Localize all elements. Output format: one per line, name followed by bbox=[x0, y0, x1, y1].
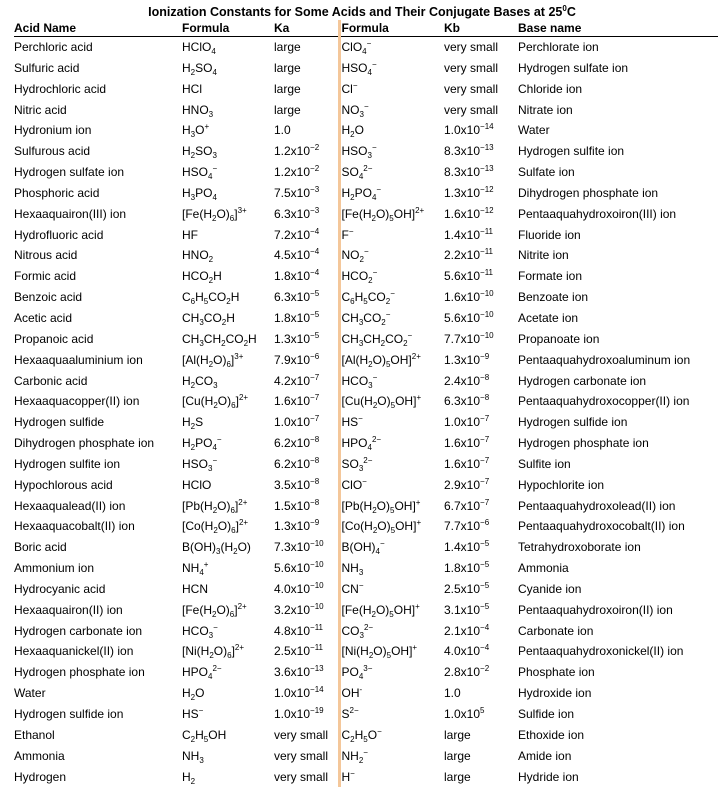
ka-cell: $4.2x10^{-7}$ bbox=[274, 372, 320, 388]
acid-formula-cell: $NH_4^+$ bbox=[182, 560, 209, 578]
table-row bbox=[14, 79, 718, 100]
ka-cell: very small bbox=[274, 748, 329, 763]
base-name-cell: Sulfide ion bbox=[518, 707, 575, 721]
acid-name-cell: Ethanol bbox=[14, 727, 55, 742]
table-row bbox=[14, 558, 718, 579]
base-formula-cell: $S^{2-}$ bbox=[339, 704, 444, 725]
acid-formula-cell: $[Pb(H_2O)_6]^{2+}$ bbox=[182, 497, 248, 515]
kb-cell: $1.6x10^{-10}$ bbox=[444, 289, 494, 305]
acid-formula-cell: $B(OH)_3(H_2O)$ bbox=[182, 540, 251, 557]
kb-cell: $1.6x10^{-12}$ bbox=[444, 205, 494, 221]
acid-formula-cell: $H_2S$ bbox=[182, 415, 204, 432]
base-name-cell: Hydrogen sulfide ion bbox=[518, 415, 628, 430]
base-formula-cell: $HCO_3^-$ bbox=[339, 371, 444, 392]
base-formula-cell: $[Cu(H_2O)_5OH]^+$ bbox=[339, 391, 444, 412]
base-formula-cell: $CH_3CH_2CO_2^-$ bbox=[339, 329, 444, 350]
base-name-cell: Ethoxide ion bbox=[518, 727, 585, 742]
acid-formula-cell: $HSO_4^-$ bbox=[182, 164, 218, 182]
acid-formula-cell: $H_2SO_4$ bbox=[182, 60, 217, 77]
acid-name-cell: Hydrogen sulfide ion bbox=[14, 707, 124, 721]
acid-name-cell: Formic acid bbox=[14, 269, 77, 284]
base-name-cell: Nitrite ion bbox=[518, 248, 569, 263]
base-name-cell: Cyanide ion bbox=[518, 581, 582, 596]
acid-name-cell: Hexaaquairon(II) ion bbox=[14, 602, 123, 617]
ka-cell: $4.0x10^{-10}$ bbox=[274, 580, 324, 596]
ka-cell: $6.2x10^{-8}$ bbox=[274, 455, 320, 471]
ka-cell: $7.9x10^{-6}$ bbox=[274, 351, 320, 367]
acid-name-cell: Hydrogen sulfide bbox=[14, 415, 105, 430]
acid-name-cell: Hydrochloric acid bbox=[14, 81, 107, 96]
acid-formula-cell: $H_2PO_4^-$ bbox=[182, 435, 222, 453]
ka-cell: very small bbox=[274, 727, 329, 742]
base-formula-cell: $HSO_3^-$ bbox=[339, 141, 444, 162]
base-name-cell: Perchlorate ion bbox=[518, 40, 599, 54]
base-name-cell: Benzoate ion bbox=[518, 290, 589, 305]
kb-cell: $5.6x10^{-10}$ bbox=[444, 309, 494, 325]
kb-cell: $1.4x10^{-11}$ bbox=[444, 226, 494, 242]
base-name-cell: Hydrogen phosphate ion bbox=[518, 436, 649, 451]
kb-cell: very small bbox=[444, 102, 499, 117]
acid-formula-cell: $C_6H_5CO_2H$ bbox=[182, 290, 240, 307]
base-formula-cell: HS− bbox=[339, 412, 444, 433]
ka-cell: 1.0 bbox=[274, 123, 291, 138]
acid-formula-cell: $[Fe(H_2O)_6]^{2+}$ bbox=[182, 601, 247, 619]
acid-formula-cell: $C_2H_5OH$ bbox=[182, 727, 227, 744]
acid-name-cell: Propanoic acid bbox=[14, 331, 94, 346]
acid-name-cell: Hypochlorous acid bbox=[14, 477, 113, 492]
ka-cell: very small bbox=[274, 769, 329, 784]
base-formula-cell: $[Al(H_2O)_5OH]^{2+}$ bbox=[339, 350, 444, 371]
ka-cell: $1.2x10^{-2}$ bbox=[274, 143, 320, 159]
base-formula-cell: ClO− bbox=[339, 475, 444, 496]
acid-name-cell: Hydrogen bbox=[14, 769, 67, 784]
acid-name-cell: Hydrocyanic acid bbox=[14, 581, 106, 596]
acid-formula-cell: $H_2CO_3$ bbox=[182, 373, 218, 390]
kb-cell: $6.7x10^{-7}$ bbox=[444, 497, 490, 513]
base-formula-cell: $HCO_2^-$ bbox=[339, 266, 444, 287]
kb-cell: $2.9x10^{-7}$ bbox=[444, 476, 490, 492]
base-formula-cell: H− bbox=[339, 767, 444, 787]
table-row bbox=[14, 225, 718, 246]
kb-cell: $2.8x10^{-2}$ bbox=[444, 664, 490, 680]
acid-formula-cell: $NH_3$ bbox=[182, 748, 204, 765]
acid-formula-cell: HClO bbox=[182, 477, 212, 492]
acid-name-cell: Boric acid bbox=[14, 540, 67, 555]
kb-cell: $1.6x10^{-7}$ bbox=[444, 455, 490, 471]
table-row bbox=[14, 579, 718, 600]
table-row bbox=[14, 287, 718, 308]
kb-cell: $2.2x10^{-11}$ bbox=[444, 247, 494, 263]
kb-cell: $1.0x10^{-14}$ bbox=[444, 122, 494, 138]
base-name-cell: Hydrogen carbonate ion bbox=[518, 373, 647, 388]
table-body bbox=[14, 37, 718, 787]
kb-cell: very small bbox=[444, 60, 499, 75]
kb-cell: $1.4x10^{-5}$ bbox=[444, 539, 490, 555]
base-formula-cell: $[Ni(H_2O)_5OH]^+$ bbox=[339, 641, 444, 662]
table-row bbox=[14, 683, 718, 704]
acid-formula-cell: $HCO_2H$ bbox=[182, 269, 222, 286]
table-row bbox=[14, 662, 718, 683]
acid-name-cell: Ammonia bbox=[14, 748, 65, 763]
table-row bbox=[14, 308, 718, 329]
base-name-cell: Pentaaquahydroxocopper(II) ion bbox=[518, 394, 690, 409]
acid-name-cell: Sulfurous acid bbox=[14, 144, 91, 159]
acid-name-cell: Acetic acid bbox=[14, 310, 73, 325]
base-name-cell: Pentaaquahydroxoiron(II) ion bbox=[518, 602, 673, 617]
base-formula-cell: Cl− bbox=[339, 79, 444, 100]
table-row bbox=[14, 621, 718, 642]
acid-name-cell: Phosphoric acid bbox=[14, 185, 100, 200]
acid-formula-cell: $H_3PO_4$ bbox=[182, 185, 217, 202]
kb-cell: $1.8x10^{-5}$ bbox=[444, 560, 490, 576]
acid-name-cell: Ammonium ion bbox=[14, 561, 95, 576]
table-row bbox=[14, 141, 718, 162]
header-row bbox=[14, 20, 718, 37]
base-formula-cell: $NO_2^-$ bbox=[339, 245, 444, 266]
ionization-constants-table bbox=[14, 20, 718, 787]
acid-formula-cell: HF bbox=[182, 227, 198, 242]
base-formula-cell: $[Fe(H_2O)_5OH]^+$ bbox=[339, 600, 444, 621]
base-name-cell: Amide ion bbox=[518, 748, 572, 763]
base-formula-cell: $B(OH)_4^-$ bbox=[339, 537, 444, 558]
ka-cell: large bbox=[274, 60, 301, 75]
acid-formula-cell: HCN bbox=[182, 581, 208, 596]
kb-cell: large bbox=[444, 748, 471, 763]
ka-cell: $4.8x10^{-11}$ bbox=[274, 622, 324, 638]
acid-name-cell: Hexaaquanickel(II) ion bbox=[14, 644, 134, 659]
kb-cell: $8.3x10^{-13}$ bbox=[444, 164, 494, 180]
table-row bbox=[14, 454, 718, 475]
header-base-formula: Formula bbox=[339, 20, 444, 37]
table-row bbox=[14, 162, 718, 183]
ka-cell: large bbox=[274, 40, 301, 54]
acid-name-cell: Hexaaquairon(III) ion bbox=[14, 206, 127, 221]
table-row bbox=[14, 58, 718, 79]
ka-cell: $6.2x10^{-8}$ bbox=[274, 435, 320, 451]
acid-formula-cell: $HCO_3^-$ bbox=[182, 622, 218, 640]
ka-cell: $1.3x10^{-5}$ bbox=[274, 330, 320, 346]
acid-name-cell: Hydrogen phosphate ion bbox=[14, 665, 145, 680]
acid-name-cell: Hexaaquacobalt(II) ion bbox=[14, 519, 135, 534]
acid-name-cell: Benzoic acid bbox=[14, 290, 83, 305]
acid-formula-cell: $HNO_2$ bbox=[182, 248, 214, 265]
kb-cell: $2.5x10^{-5}$ bbox=[444, 580, 490, 596]
ka-cell: $1.8x10^{-4}$ bbox=[274, 268, 320, 284]
kb-cell: very small bbox=[444, 81, 499, 96]
table-title: Ionization Constants for Some Acids and Their Conjugate Bases at $25^0C$ bbox=[148, 4, 576, 19]
ka-cell: $7.2x10^{-4}$ bbox=[274, 226, 320, 242]
base-name-cell: Fluoride ion bbox=[518, 227, 581, 242]
kb-cell: $7.7x10^{-10}$ bbox=[444, 330, 494, 346]
acid-name-cell: Hexaaquacopper(II) ion bbox=[14, 394, 140, 409]
base-name-cell: Carbonate ion bbox=[518, 623, 594, 638]
base-formula-cell: CN− bbox=[339, 579, 444, 600]
base-name-cell: Water bbox=[518, 123, 550, 138]
table-row bbox=[14, 266, 718, 287]
ka-cell: $6.3x10^{-5}$ bbox=[274, 289, 320, 305]
kb-cell: $5.6x10^{-11}$ bbox=[444, 268, 494, 284]
ka-cell: large bbox=[274, 81, 301, 96]
acid-name-cell: Hexaaqualead(II) ion bbox=[14, 498, 126, 513]
base-formula-cell: $NH_3$ bbox=[339, 558, 444, 579]
acid-name-cell: Perchloric acid bbox=[14, 40, 93, 54]
table-row bbox=[14, 475, 718, 496]
base-name-cell: Pentaaquahydroxoaluminum ion bbox=[518, 352, 691, 367]
acid-name-cell: Water bbox=[14, 686, 46, 701]
base-formula-cell: $C_6H_5CO_2^-$ bbox=[339, 287, 444, 308]
table-row bbox=[14, 412, 718, 433]
acid-name-cell: Hexaaquaaluminium ion bbox=[14, 352, 143, 367]
ka-cell: $4.5x10^{-4}$ bbox=[274, 247, 320, 263]
base-name-cell: Pentaaquahydroxoiron(III) ion bbox=[518, 206, 677, 221]
table-row bbox=[14, 516, 718, 537]
base-name-cell: Tetrahydroxoborate ion bbox=[518, 540, 641, 555]
base-formula-cell: $[Pb(H_2O)_5OH]^+$ bbox=[339, 496, 444, 517]
base-name-cell: Pentaaquahydroxocobalt(II) ion bbox=[518, 519, 685, 534]
acid-formula-cell: $H_2SO_3$ bbox=[182, 144, 217, 161]
base-formula-cell: F− bbox=[339, 225, 444, 246]
table-row bbox=[14, 641, 718, 662]
table-row bbox=[14, 371, 718, 392]
ka-cell: $1.3x10^{-9}$ bbox=[274, 518, 320, 534]
table-row bbox=[14, 725, 718, 746]
base-formula-cell: $NO_3^-$ bbox=[339, 100, 444, 121]
kb-cell: $7.7x10^{-6}$ bbox=[444, 518, 490, 534]
kb-cell: $1.6x10^{-7}$ bbox=[444, 435, 490, 451]
ka-cell: $1.2x10^{-2}$ bbox=[274, 164, 320, 180]
kb-cell: very small bbox=[444, 40, 499, 54]
acid-name-cell: Hydrogen sulfite ion bbox=[14, 456, 121, 471]
kb-cell: $3.1x10^{-5}$ bbox=[444, 601, 490, 617]
acid-name-cell: Nitrous acid bbox=[14, 248, 78, 263]
table-row bbox=[14, 350, 718, 371]
acid-formula-cell: $CH_3CO_2H$ bbox=[182, 310, 235, 327]
kb-cell: $6.3x10^{-8}$ bbox=[444, 393, 490, 409]
ka-cell: $1.8x10^{-5}$ bbox=[274, 309, 320, 325]
kb-cell: $1.0x10^5$ bbox=[444, 706, 485, 721]
kb-cell: $2.1x10^{-4}$ bbox=[444, 622, 490, 638]
acid-formula-cell: $[Cu(H_2O)_6]^{2+}$ bbox=[182, 393, 249, 411]
base-formula-cell: $CO_3^{2-}$ bbox=[339, 621, 444, 642]
acid-formula-cell: $CH_3CH_2CO_2H$ bbox=[182, 331, 257, 348]
acid-formula-cell: $H_2O$ bbox=[182, 686, 205, 703]
acid-name-cell: Dihydrogen phosphate ion bbox=[14, 436, 155, 451]
table-row bbox=[14, 767, 718, 787]
table-row bbox=[14, 204, 718, 225]
header-base-name: Base name bbox=[518, 20, 718, 37]
acid-name-cell: Hydrogen carbonate ion bbox=[14, 623, 143, 638]
acid-formula-cell: $[Al(H_2O)_6]^{3+}$ bbox=[182, 351, 244, 369]
header-ka: Ka bbox=[274, 20, 339, 37]
base-name-cell: Acetate ion bbox=[518, 310, 579, 325]
acid-formula-cell: $HSO_3^-$ bbox=[182, 455, 218, 473]
kb-cell: $4.0x10^{-4}$ bbox=[444, 643, 490, 659]
base-name-cell: Hypochlorite ion bbox=[518, 477, 605, 492]
base-formula-cell: $HPO_4^{2-}$ bbox=[339, 433, 444, 454]
base-formula-cell: OH- bbox=[339, 683, 444, 704]
base-formula-cell: $C_2H_5O^-$ bbox=[339, 725, 444, 746]
acid-formula-cell: $H_3O^+$ bbox=[182, 122, 210, 140]
acid-formula-cell: $HNO_3$ bbox=[182, 102, 214, 119]
ka-cell: large bbox=[274, 102, 301, 117]
ka-cell: $2.5x10^{-11}$ bbox=[274, 643, 324, 659]
base-formula-cell: $H_2O$ bbox=[339, 120, 444, 141]
header-acid-name: Acid Name bbox=[14, 20, 182, 37]
acid-name-cell: Carbonic acid bbox=[14, 373, 88, 388]
table-row bbox=[14, 496, 718, 517]
kb-cell: large bbox=[444, 769, 471, 784]
base-formula-cell: $CH_3CO_2^-$ bbox=[339, 308, 444, 329]
base-name-cell: Propanoate ion bbox=[518, 331, 600, 346]
base-name-cell: Formate ion bbox=[518, 269, 583, 284]
acid-formula-cell: $[Co(H_2O)_6]^{2+}$ bbox=[182, 518, 249, 536]
acid-name-cell: Hydrofluoric acid bbox=[14, 227, 104, 242]
table-row bbox=[14, 37, 718, 58]
header-acid-formula: Formula bbox=[182, 20, 274, 37]
base-name-cell: Hydrogen sulfate ion bbox=[518, 60, 629, 75]
table-row bbox=[14, 600, 718, 621]
table-row bbox=[14, 120, 718, 141]
ka-cell: $7.3x10^{-10}$ bbox=[274, 539, 324, 555]
base-formula-cell: $HSO_4^-$ bbox=[339, 58, 444, 79]
base-name-cell: Nitrate ion bbox=[518, 102, 573, 117]
kb-cell: $1.0x10^{-7}$ bbox=[444, 414, 490, 430]
ka-cell: $1.0x10^{-14}$ bbox=[274, 685, 324, 701]
acid-name-cell: Sulfuric acid bbox=[14, 60, 80, 75]
acid-formula-cell: $[Ni(H_2O)_6]^{2+}$ bbox=[182, 643, 245, 661]
table-row bbox=[14, 746, 718, 767]
table-row bbox=[14, 245, 718, 266]
acid-formula-cell: $HPO_4^{2-}$ bbox=[182, 664, 222, 682]
ka-cell: $3.5x10^{-8}$ bbox=[274, 476, 320, 492]
base-name-cell: Pentaaquahydroxolead(II) ion bbox=[518, 498, 676, 513]
kb-cell: $2.4x10^{-8}$ bbox=[444, 372, 490, 388]
ka-cell: $7.5x10^{-3}$ bbox=[274, 184, 320, 200]
base-formula-cell: $SO_3^{2-}$ bbox=[339, 454, 444, 475]
base-name-cell: Ammonia bbox=[518, 561, 569, 576]
acid-formula-cell: $H_2$ bbox=[182, 769, 196, 786]
base-name-cell: Hydroxide ion bbox=[518, 686, 592, 701]
ka-cell: $1.6x10^{-7}$ bbox=[274, 393, 320, 409]
ka-cell: $1.5x10^{-8}$ bbox=[274, 497, 320, 513]
table-row bbox=[14, 183, 718, 204]
table-row bbox=[14, 329, 718, 350]
base-name-cell: Sulfate ion bbox=[518, 165, 575, 180]
table-row bbox=[14, 433, 718, 454]
acid-name-cell: Nitric acid bbox=[14, 102, 67, 117]
base-name-cell: Dihydrogen phosphate ion bbox=[518, 185, 659, 200]
acid-formula-cell: HClO$_4$ bbox=[182, 40, 216, 56]
base-name-cell: Hydrogen sulfite ion bbox=[518, 144, 625, 159]
header-kb: Kb bbox=[444, 20, 518, 37]
base-formula-cell: $NH_2^-$ bbox=[339, 746, 444, 767]
kb-cell: $1.3x10^{-12}$ bbox=[444, 184, 494, 200]
kb-cell: 1.0 bbox=[444, 686, 461, 701]
kb-cell: $8.3x10^{-13}$ bbox=[444, 143, 494, 159]
ka-cell: $1.0x10^{-19}$ bbox=[274, 706, 324, 721]
ka-cell: $6.3x10^{-3}$ bbox=[274, 205, 320, 221]
acid-formula-cell: $[Fe(H_2O)_6]^{3+}$ bbox=[182, 205, 247, 223]
table-row bbox=[14, 537, 718, 558]
base-formula-cell: $[Co(H_2O)_5OH]^+$ bbox=[339, 516, 444, 537]
base-formula-cell: $SO_4^{2-}$ bbox=[339, 162, 444, 183]
table-row bbox=[14, 704, 718, 725]
ka-cell: $3.6x10^{-13}$ bbox=[274, 664, 324, 680]
kb-cell: large bbox=[444, 727, 471, 742]
acid-name-cell: Hydronium ion bbox=[14, 123, 92, 138]
base-formula-cell: $PO_4^{3-}$ bbox=[339, 662, 444, 683]
acid-formula-cell: HS− bbox=[182, 706, 204, 721]
base-name-cell: Phosphate ion bbox=[518, 665, 595, 680]
base-name-cell: Pentaaquahydroxonickel(II) ion bbox=[518, 644, 684, 659]
kb-cell: $1.3x10^{-9}$ bbox=[444, 351, 490, 367]
ka-cell: $1.0x10^{-7}$ bbox=[274, 414, 320, 430]
base-formula-cell: ClO$_4$− bbox=[339, 37, 444, 58]
table-row bbox=[14, 391, 718, 412]
base-name-cell: Hydride ion bbox=[518, 769, 579, 784]
table-row bbox=[14, 100, 718, 121]
base-name-cell: Sulfite ion bbox=[518, 456, 571, 471]
base-name-cell: Chloride ion bbox=[518, 81, 583, 96]
acid-name-cell: Hydrogen sulfate ion bbox=[14, 165, 125, 180]
ka-cell: $3.2x10^{-10}$ bbox=[274, 601, 324, 617]
ka-cell: $5.6x10^{-10}$ bbox=[274, 560, 324, 576]
base-formula-cell: $[Fe(H_2O)_5OH]^{2+}$ bbox=[339, 204, 444, 225]
acid-formula-cell: HCl bbox=[182, 81, 202, 96]
base-formula-cell: $H_2PO_4^-$ bbox=[339, 183, 444, 204]
